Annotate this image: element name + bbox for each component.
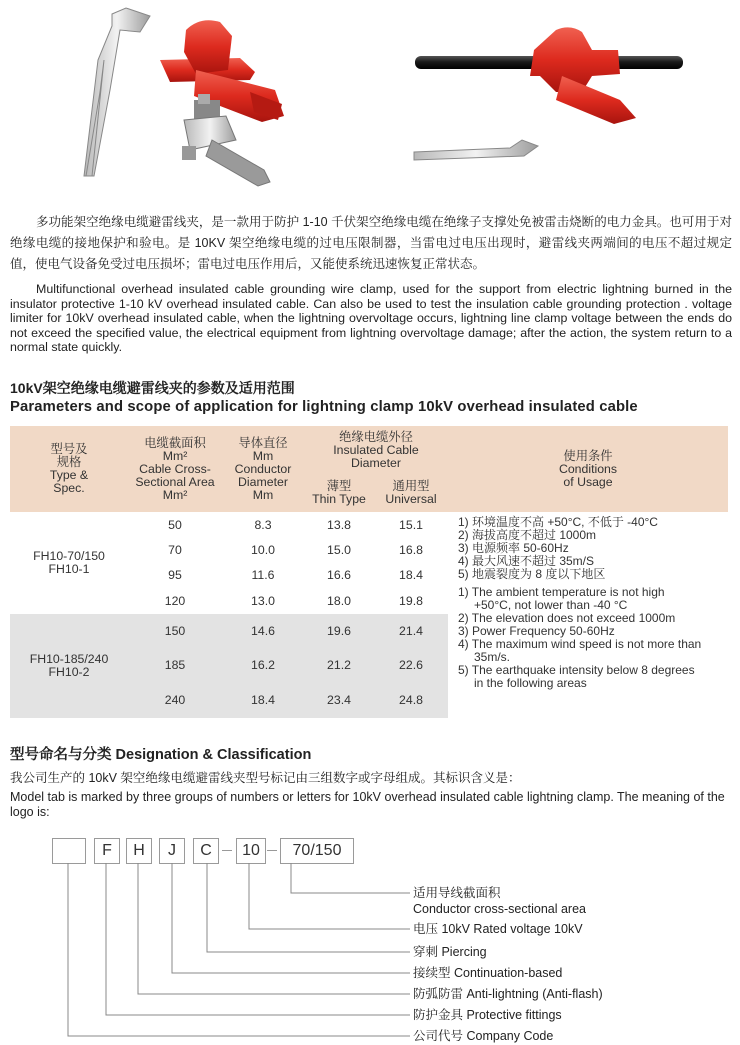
header-conductor-cn: 导体直径 — [238, 435, 288, 450]
cell-conductor: 8.3 — [222, 512, 304, 538]
cell-conductor: 18.4 — [222, 682, 304, 718]
cell-conductor: 16.2 — [222, 648, 304, 682]
cell-universal: 18.4 — [374, 562, 448, 588]
label-protective-fittings: 防护金具 Protective fittings — [413, 1008, 562, 1022]
cell-area: 150 — [128, 614, 222, 648]
header-usage-cn: 使用条件 — [563, 448, 613, 463]
group1-type: FH10-70/150 FH10-1 — [10, 512, 128, 614]
label-company-code: 公司代号 Company Code — [413, 1029, 554, 1043]
label-continuation: 接续型 Continuation-based — [413, 966, 563, 980]
condition-en-4b: 35m/s. — [474, 650, 511, 664]
header-area-en: Cable Cross- Sectional Area — [135, 461, 215, 489]
condition-cn-3: 3) 电源频率 50-60Hz — [458, 541, 569, 555]
cell-universal: 19.8 — [374, 588, 448, 614]
intro-english: Multifunctional overhead insulated cable grounding wire clamp, used for the support from electric lightning burned in the insulator protective 1-10 kV overhead insulated cable. Can also be used to test the insulation cable grounding protection . voltage limiter for 10kV overhead insulated cable, when the lightning overvoltage occurs, lightning line clamp voltage between the ends do not exceed the specified value, the electrical equipment from lightning overvoltage damage; after the action, the system return to a normal state quickly. — [10, 282, 732, 355]
header-thin-en: Thin Type — [312, 492, 366, 506]
header-univ-cn: 通用型 — [392, 479, 430, 493]
condition-en-2: 2) The elevation does not exceed 1000m — [458, 611, 676, 625]
cell-area: 95 — [128, 562, 222, 588]
header-univ-en: Universal — [385, 492, 437, 506]
cell-area: 185 — [128, 648, 222, 682]
code-box-10: 10 — [236, 838, 266, 864]
cell-conductor: 13.0 — [222, 588, 304, 614]
parameters-title-en: Parameters and scope of application for lightning clamp 10kV overhead insulated cable — [10, 399, 638, 415]
header-area-unit2: Mm² — [162, 487, 188, 502]
header-conductor-en: Conductor Diameter Mm — [234, 461, 292, 502]
condition-en-5: 5) The earthquake intensity below 8 degrees — [458, 663, 695, 677]
code-box-j: J — [159, 838, 185, 864]
cell-conductor: 10.0 — [222, 538, 304, 562]
label-cross-section-en: Conductor cross-sectional area — [413, 902, 586, 916]
condition-en-3: 3) Power Frequency 50-60Hz — [458, 624, 615, 638]
designation-desc-cn: 我公司生产的 10kV 架空绝缘电缆避雷线夹型号标记由三组数字或字母组成。其标识含义是： — [10, 771, 521, 785]
code-box-c: C — [193, 838, 219, 864]
header-thin-cn: 薄型 — [326, 479, 352, 493]
header-usage-en: Conditions of Usage — [558, 461, 618, 489]
parameters-title-cn: 10kV架空绝缘电缆避雷线夹的参数及适用范围 — [10, 380, 295, 396]
designation-desc-en: Model tab is marked by three groups of numbers or letters for 10kV overhead insulated cable lightning clamp. The meaning of the logo is: — [10, 790, 725, 819]
designation-title: 型号命名与分类 Designation & Classification — [10, 747, 312, 763]
cell-thin: 16.6 — [304, 562, 374, 588]
condition-en-4: 4) The maximum wind speed is not more than — [458, 637, 702, 651]
condition-cn-5: 5) 地震裂度为 8 度以下地区 — [458, 567, 606, 581]
cell-universal: 15.1 — [374, 512, 448, 538]
label-piercing: 穿刺 Piercing — [413, 945, 487, 959]
condition-cn-4: 4) 最大风速不超过 35m/S — [458, 554, 595, 568]
condition-en-1: 1) The ambient temperature is not high — [458, 585, 665, 599]
cell-thin: 19.6 — [304, 614, 374, 648]
condition-en-1b: +50°C, not lower than -40 °C — [474, 598, 628, 612]
header-conductor-unit: Mm — [252, 448, 274, 463]
cell-thin: 13.8 — [304, 512, 374, 538]
cell-thin: 18.0 — [304, 588, 374, 614]
label-anti-lightning: 防弧防雷 Anti-lightning (Anti-flash) — [413, 987, 603, 1001]
header-type-en: Type & Spec. — [49, 468, 89, 495]
condition-cn-2: 2) 海拔高度不超过 1000m — [458, 528, 597, 542]
code-box-70-150: 70/150 — [280, 838, 354, 864]
cell-area: 50 — [128, 512, 222, 538]
cell-conductor: 14.6 — [222, 614, 304, 648]
cell-area: 120 — [128, 588, 222, 614]
label-cross-section-cn: 适用导线截面积 — [413, 886, 501, 900]
intro-chinese: 多功能架空绝缘电缆避雷线夹，是一款用于防护 1-10 千伏架空绝缘电缆在绝缘子支撑处免被雷击烧断的电力金具。也可用于对绝缘电缆的接地保护和验电。是 10KV 架空绝缘电缆的过电压限制器，当雷电过电压出现时，避雷线夹两端间的电压不超过规定值，使电气设备免受过电压损坏；雷电过电压作用后，又能使系统迅速恢复正常状态。 — [10, 215, 732, 271]
cell-area: 70 — [128, 538, 222, 562]
cell-universal: 24.8 — [374, 682, 448, 718]
group2-type: FH10-185/240 FH10-2 — [10, 614, 128, 718]
condition-cn-1: 1) 环境温度不高 +50°C, 不低于 -40°C — [458, 515, 658, 529]
header-area-unit: Mm² — [162, 448, 188, 463]
header-od-en: Insulated Cable Diameter — [333, 442, 419, 470]
cell-universal: 22.6 — [374, 648, 448, 682]
header-type-cn: 型号及 规格 — [50, 442, 88, 469]
cell-area: 240 — [128, 682, 222, 718]
header-area-cn: 电缆截面积 — [144, 435, 206, 450]
cell-universal: 16.8 — [374, 538, 448, 562]
cell-universal: 21.4 — [374, 614, 448, 648]
cell-thin: 15.0 — [304, 538, 374, 562]
cell-conductor: 11.6 — [222, 562, 304, 588]
label-rated-voltage: 电压 10kV Rated voltage 10kV — [413, 922, 583, 936]
code-box-h: H — [126, 838, 152, 864]
header-od-cn: 绝缘电缆外径 — [339, 429, 413, 444]
code-box-f: F — [94, 838, 120, 864]
condition-en-5b: in the following areas — [474, 676, 587, 690]
cell-thin: 23.4 — [304, 682, 374, 718]
cell-thin: 21.2 — [304, 648, 374, 682]
